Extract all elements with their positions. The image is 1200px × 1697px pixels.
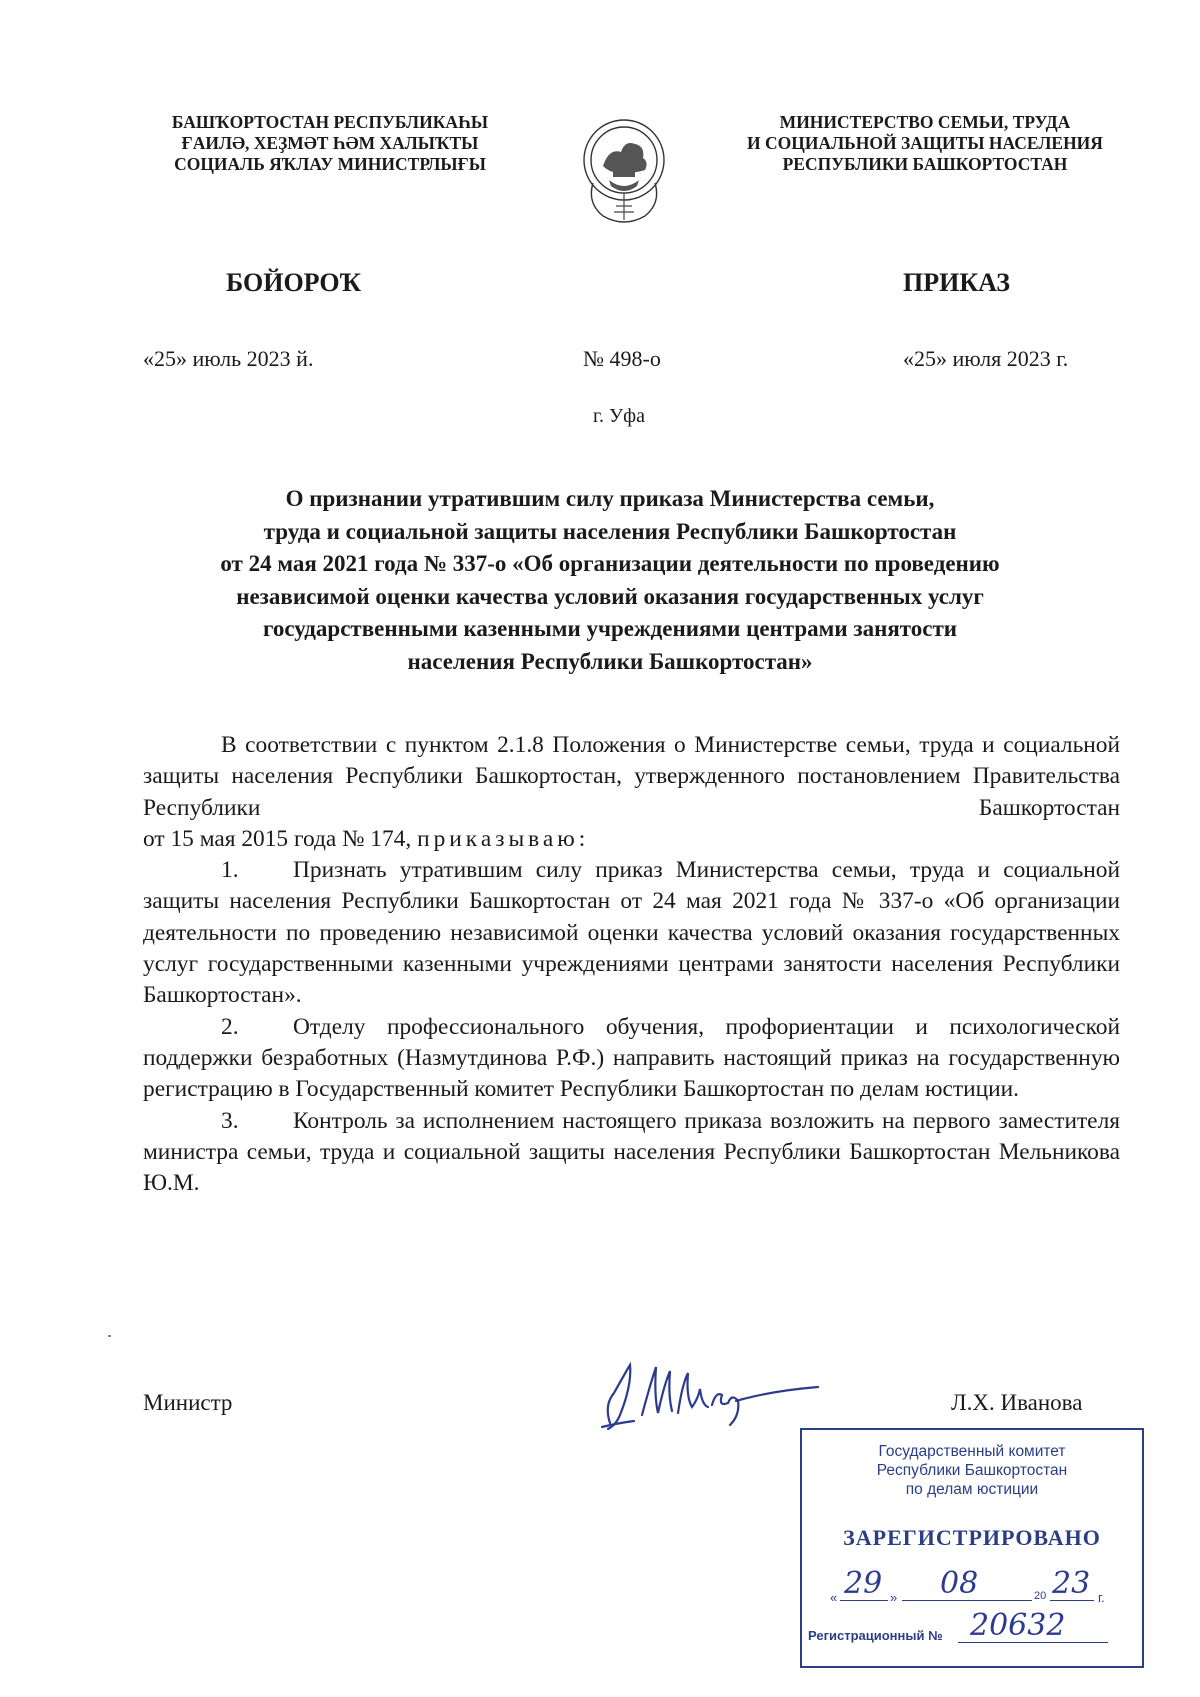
stamp-organization — [802, 1442, 1142, 1499]
order-item-3 — [143, 1106, 1120, 1200]
order-item-1-number: 1. — [221, 857, 239, 884]
signatory-name: Л.Х. Иванова — [951, 1390, 1083, 1415]
document-body — [143, 730, 1120, 1199]
header-bashkir-line-1: БАШҠОРТОСТАН РЕСПУБЛИКАҺЫ — [171, 112, 489, 132]
preamble-paragraph: В соответствии с пунктом 2.1.8 Положения о Министерстве семьи, труда и социальной защиты населения Республики Башкортостан, утвержденного постановлением Правительства Республики Башкортостан — [143, 732, 1120, 821]
stamp-date — [830, 1566, 1130, 1610]
stamp-reg-label: Регистрационный № — [808, 1628, 943, 1643]
handwritten-signature — [590, 1345, 820, 1440]
order-item-2-number: 2. — [221, 1013, 239, 1040]
document-title — [110, 483, 1110, 678]
header-russian-line-2: И СОЦИАЛЬНОЙ ЗАЩИТЫ НАСЕЛЕНИЯ — [747, 133, 1103, 153]
title-line-5: государственными казенными учреждениями центрами занятости — [262, 616, 958, 641]
coat-of-arms-emblem — [573, 108, 675, 230]
stamp-month-underline — [902, 1600, 1032, 1601]
signatory-title: Министр — [143, 1390, 233, 1415]
stamp-day-underline — [840, 1600, 888, 1601]
order-verb: приказываю: — [417, 825, 590, 852]
stamp-org-line-2: Республики Башкортостан — [876, 1462, 1068, 1479]
preamble-decree-ref: от 15 мая 2015 года № 174, — [143, 825, 412, 852]
preamble-closing — [143, 824, 1120, 855]
title-line-4: независимой оценки качества условий оказания государственных услуг — [236, 583, 984, 609]
order-item-1-text: Признать утратившим силу приказ Министерства семьи, труда и социальной защиты населения Республики Башкортостан от 24 мая 2021 года № 337-о «Об организации деятельности по проведению независимой оценки качества условий оказания государственных услуг государственными казенными учреждениями центрами занятости населения Республики Башкортостан». — [143, 857, 1120, 1009]
title-line-2: труда и социальной защиты населения Республики Башкортостан — [263, 518, 957, 544]
header-russian-line-1: МИНИСТЕРСТВО СЕМЬИ, ТРУДА — [779, 112, 1071, 132]
city: г. Уфа — [593, 405, 645, 427]
order-item-1 — [143, 855, 1120, 1011]
order-number: № 498-о — [583, 346, 661, 371]
stamp-date-close-quote: » — [890, 1590, 898, 1605]
header-bashkir-line-3: СОЦИАЛЬ ЯҠЛАУ МИНИСТРЛЫҒЫ — [174, 154, 486, 174]
stamp-org-line-1: Государственный комитет — [878, 1443, 1066, 1460]
stamp-date-month: 08 — [940, 1566, 979, 1601]
header-russian-line-3: РЕСПУБЛИКИ БАШКОРТОСТАН — [782, 154, 1068, 174]
title-line-3: от 24 мая 2021 года № 337-о «Об организации деятельности по проведению — [220, 551, 1000, 576]
order-item-3-text: Контроль за исполнением настоящего приказа возложить на первого заместителя министра семьи, труда и социальной защиты населения Республики Башкортостан Мельникова Ю.М. — [143, 1107, 1120, 1197]
header-bashkir — [130, 112, 550, 175]
order-item-2 — [143, 1012, 1120, 1106]
date-russian: «25» июля 2023 г. — [903, 346, 1069, 371]
header-bashkir-line-2: ҒАИЛӘ, ХЕҘМӘТ ҺӘМ ХАЛЫҠТЫ — [181, 133, 479, 153]
scan-speck — [108, 1335, 111, 1337]
stamp-reg-number: 20632 — [970, 1608, 1066, 1643]
title-line-1: О признании утратившим силу приказа Министерства семьи, — [285, 486, 935, 511]
stamp-registered-label: ЗАРЕГИСТРИРОВАНО — [843, 1525, 1101, 1550]
order-item-3-number: 3. — [221, 1107, 239, 1134]
stamp-date-open-quote: « — [830, 1590, 838, 1605]
date-bashkir: «25» июль 2023 й. — [143, 346, 314, 371]
registration-stamp — [800, 1428, 1144, 1668]
order-item-2-text: Отделу профессионального обучения, профориентации и психологической поддержки безработных (Назмутдинова Р.Ф.) направить настоящий приказ на государственную регистрацию в Государственный комитет Республики Башкортостан по делам юстиции. — [143, 1013, 1120, 1103]
stamp-date-year: 23 — [1052, 1566, 1091, 1601]
stamp-date-year-prefix: 20 — [1034, 1590, 1047, 1602]
doc-type-bashkir: БОЙОРОҠ — [226, 268, 362, 297]
stamp-date-day: 29 — [844, 1566, 883, 1601]
stamp-org-line-3: по делам юстиции — [905, 1481, 1039, 1498]
stamp-year-underline — [1050, 1600, 1094, 1601]
title-line-6: населения Республики Башкортостан» — [407, 648, 813, 674]
stamp-date-year-suffix: г. — [1098, 1590, 1105, 1605]
header-russian — [690, 112, 1160, 175]
doc-type-russian: ПРИКАЗ — [903, 268, 1011, 297]
stamp-regno-underline — [958, 1642, 1108, 1643]
